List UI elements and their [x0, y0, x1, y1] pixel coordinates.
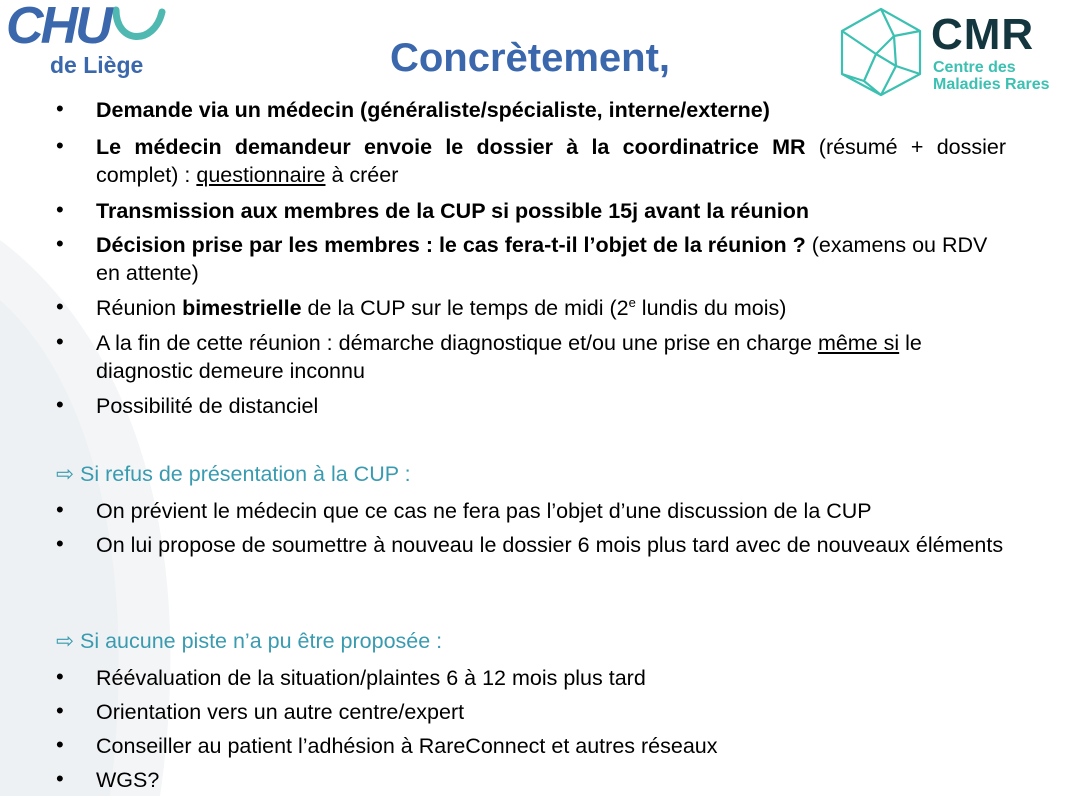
cmr-logo-text: CMR: [931, 10, 1035, 59]
bullet-marker: •: [56, 133, 64, 158]
chu-logo-subtitle: de Liège: [50, 52, 144, 78]
bullet-marker: •: [56, 231, 64, 256]
text-run: Transmission aux membres de la CUP si possible 15j avant la réunion: [96, 199, 809, 223]
bullet-marker: •: [56, 197, 64, 222]
bullet-marker: •: [56, 497, 64, 522]
text-run: questionnaire: [196, 163, 326, 187]
bullet-marker: •: [56, 96, 64, 121]
bullet-marker: •: [56, 698, 64, 723]
text-run: A la fin de cette réunion : démarche diagnostique et/ou une prise en charge: [96, 331, 818, 355]
text-run: bimestrielle: [182, 296, 302, 320]
text-run: Demande via un médecin (généraliste/spécialiste, interne/externe): [96, 98, 770, 122]
bullet-marker: •: [56, 664, 64, 689]
bullet-text: [96, 329, 1006, 385]
bullet-marker: •: [56, 392, 64, 417]
text-run: (examens ou RDV en attente): [96, 233, 988, 285]
section-heading-refus: ⇨ Si refus de présentation à la CUP :: [56, 462, 411, 486]
text-run: de la CUP sur le temps de midi (2: [301, 296, 629, 320]
bullet-text: [96, 96, 1006, 124]
section-heading-aucune-piste: ⇨ Si aucune piste n’a pu être proposée :: [56, 629, 443, 653]
bullet-text: [96, 231, 1006, 287]
text-run: le diagnostic demeure inconnu: [96, 331, 922, 383]
text-run: Le médecin demandeur envoie le dossier à la coordinatrice MR: [96, 135, 806, 159]
bullet-text: Orientation vers un autre centre/expert: [96, 700, 465, 724]
page-title: Concrètement,: [389, 36, 671, 80]
bullet-text: On lui propose de soumettre à nouveau le dossier 6 mois plus tard avec de nouveaux éléments: [96, 533, 1004, 557]
bullet-marker: •: [56, 766, 64, 791]
bullet-text: WGS?: [96, 768, 160, 792]
text-run: Possibilité de distanciel: [96, 394, 319, 418]
text-run: (résumé + dossier complet) :: [96, 135, 1007, 187]
bullet-marker: •: [56, 294, 64, 319]
cmr-logo-subtitle: Centre des Maladies Rares: [933, 59, 1050, 93]
text-run: e: [628, 294, 636, 310]
chu-logo-text: CHU: [6, 0, 110, 55]
text-run: à créer: [325, 163, 399, 187]
bullet-text: [96, 392, 1006, 420]
bullet-text: Conseiller au patient l’adhésion à RareConnect et autres réseaux: [96, 734, 718, 758]
bullet-text: Réévaluation de la situation/plaintes 6 à 12 mois plus tard: [96, 666, 646, 690]
text-run: Décision prise par les membres : le cas fera-t-il l’objet de la réunion ?: [96, 233, 806, 257]
bullet-marker: •: [56, 732, 64, 757]
text-run: lundis du mois): [635, 296, 787, 320]
bullet-text: On prévient le médecin que ce cas ne fera pas l’objet d’une discussion de la CUP: [96, 499, 872, 523]
text-run: même si: [817, 331, 900, 355]
bullet-text: [96, 133, 1006, 189]
bullet-marker: •: [56, 329, 64, 354]
bullet-text: [96, 294, 1006, 322]
text-run: Réunion: [96, 296, 183, 320]
bullet-text: [96, 197, 1006, 225]
bullet-marker: •: [56, 531, 64, 556]
